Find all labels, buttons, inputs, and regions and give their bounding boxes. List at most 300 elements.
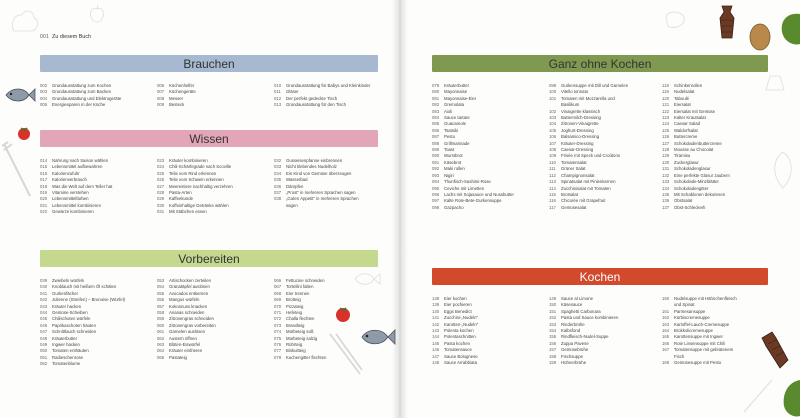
toc-entry-page: 128: [662, 147, 670, 153]
toc-entry-title: Mousse au Chocolat: [674, 147, 714, 153]
toc-entry-page: 089: [432, 147, 440, 153]
toc-entry-title: Hühnerbrühe: [561, 360, 587, 366]
toc-entry-page: 083: [432, 108, 440, 114]
toc-entry-page: 054: [157, 284, 165, 290]
toc-entry-title: Vitamine verstehen: [52, 190, 89, 196]
toc-entry-title: Nudelsuppe mit Hähnchenfleisch: [674, 296, 737, 301]
toc-entry-title: Karotten-„Nudeln“: [444, 321, 479, 327]
salt-shaker-sketch-icon: [760, 70, 790, 96]
toc-entry-title: Frisée mit Speck und Croûtons: [561, 153, 620, 159]
toc-entry-page: 041: [40, 290, 48, 296]
toc-entry[interactable]: [40, 102, 157, 108]
toc-entry[interactable]: [274, 102, 384, 108]
toc-entry-page: 068: [274, 290, 282, 296]
toc-column: [549, 296, 662, 366]
toc-entry-title: Meerestiere nachhaltig verzehren: [169, 183, 233, 189]
toc-entry-title: Caesar-Dressing: [561, 147, 594, 153]
toc-entry-title: Messer: [169, 95, 184, 101]
toc-entry-title: Tomatensauce: [444, 347, 472, 353]
section-banner-wissen: [40, 130, 378, 147]
toc-entry-title: Karottensuppe mit Ingwer: [674, 334, 723, 340]
toc-entry-title: Koffeinhaltige Getränke wählen: [169, 202, 229, 208]
toc-entry-page: 066: [274, 278, 282, 283]
toc-entry-title: Kräuter einfrieren: [169, 348, 203, 354]
toc-entry-title: Eier kochen: [444, 296, 467, 301]
toc-entry-page: 101: [549, 95, 557, 101]
toc-entry-title: Garnelen auslösen: [169, 329, 206, 335]
pepper-sketch-icon: [660, 6, 690, 32]
toc-column: [662, 83, 772, 211]
toc-entry-title: Fischsuppe: [561, 353, 583, 359]
toc-entry-page: 011: [274, 89, 281, 95]
toc-entry-title: Spinatsalat mit Pinienkernen: [561, 179, 616, 185]
toc-entry-title: Kräuterbutter: [444, 83, 470, 88]
potato-icon: [746, 22, 774, 52]
toc-entry-title: Schokolade-Minzblätter: [674, 179, 719, 185]
toc-entry-title: Parmesansuppe: [674, 308, 706, 314]
toc-entry-page: 109: [549, 153, 557, 159]
toc-entry-page: 043: [40, 303, 48, 309]
toc-entry-title: Sauce al Limone: [561, 296, 594, 301]
toc-entry[interactable]: [274, 203, 384, 209]
toc-entry-title: Chili-Schärfegrade nach Scoville: [169, 164, 232, 170]
toc-entry-page: 081: [432, 95, 440, 101]
toc-entry-page: 055: [157, 290, 165, 296]
toc-entry[interactable]: [157, 355, 274, 361]
toc-entry-page: 052: [40, 361, 48, 367]
toc-entry-title: Lebensmittel aufbewahren: [52, 164, 103, 170]
toc-entry-page: 029: [157, 196, 165, 202]
toc-entry-title: Gazpacho: [444, 204, 464, 210]
toc-entry-page: 097: [432, 198, 440, 204]
toc-entry-page: 024: [157, 164, 165, 170]
toc-entry-title: Schokoladenbuttercreme: [674, 140, 722, 146]
toc-entry-title: Mürbeteig salzig: [286, 335, 318, 341]
toc-entry-title: Mayonnaise: [444, 89, 468, 95]
toc-entry-title: Gremolata: [444, 102, 465, 108]
toc-entry-title: Gemüsesalat: [561, 204, 587, 210]
toc-entry-page: 045: [40, 316, 48, 322]
toc-entry-page: 121: [662, 102, 670, 108]
toc-entry-title: Kaffeekunde: [169, 196, 194, 202]
toc-entry-title: Kuchengitter flechten: [286, 354, 327, 360]
toc-entry[interactable]: [662, 360, 772, 366]
toc-entry-page: 044: [40, 310, 48, 316]
toc-entry-title: Balsamico-Dressing: [561, 134, 600, 140]
toc-entry-title: Avocados entkernen: [169, 290, 209, 296]
toc-entry-title: Ceviche mit Limetten: [444, 185, 485, 191]
toc-entry-title: Nudelsalat: [674, 89, 695, 95]
toc-entry-title: Zucchini-„Nudeln“: [444, 315, 478, 321]
toc-entry-page: 008: [157, 95, 165, 101]
toc-entry-title: Buttermilch-Dressing: [561, 115, 601, 121]
toc-entry[interactable]: [157, 102, 274, 108]
toc-entry-title: Rinderbrühe: [561, 321, 585, 327]
toc-entry-page: 125: [662, 127, 670, 133]
toc-entry-title: Kalorienzufuhr: [52, 170, 80, 176]
toc-entry-page: 077: [274, 348, 282, 354]
toc-entry-title: Guacamole: [444, 121, 466, 127]
toc-entry-title: Artischocken zerteilen: [169, 278, 212, 283]
toc-entry-page: 047: [40, 329, 48, 335]
toc-entry-title: Tsatsiki: [444, 127, 459, 133]
toc-entry-title: Paprikaschoten häuten: [52, 322, 96, 328]
toc-entry[interactable]: [40, 361, 157, 367]
toc-entry-title: Grundausstattung für den Tisch: [286, 102, 346, 108]
toc-entry-title: Pizzateig: [286, 303, 304, 309]
pepper-mill-icon: [712, 4, 742, 42]
toc-entry-title: Tomaten enthäuten: [52, 348, 89, 354]
toc-entry-title: Teile vom Schwein erkennen: [169, 177, 224, 183]
toc-column: [157, 278, 274, 368]
toc-entry[interactable]: [549, 360, 662, 366]
toc-entry-title: Grundausstattung zum Backen: [52, 89, 111, 95]
toc-entry-page: 076: [274, 342, 282, 348]
tree-sketch-icon: [8, 6, 42, 36]
toc-entry-page: 093: [432, 172, 440, 178]
section-entries-ohne-kochen: [432, 83, 772, 211]
toc-entry-title: Kräuter hacken: [52, 303, 82, 309]
page-header: [40, 34, 91, 40]
toc-entry-page: 164: [662, 328, 670, 334]
section-banner-vorbereiten: [40, 250, 378, 267]
toc-entry-title: Hefeteig: [286, 310, 303, 316]
toc-entry-page: 094: [432, 179, 440, 185]
toc-entry-title: Sauce Arrabbiata: [444, 360, 477, 366]
toc-entry-page: 145: [432, 340, 440, 346]
toc-entry-page: 070: [274, 303, 282, 309]
toc-column: [662, 296, 772, 366]
toc-entry-page: 067: [274, 284, 282, 290]
toc-entry-page: 095: [432, 185, 440, 191]
toc-entry-page: 032: [274, 158, 282, 163]
toc-entry[interactable]: [432, 360, 549, 366]
toc-entry-title: Challa flechten: [286, 316, 315, 322]
toc-entry-page: 154: [549, 328, 557, 334]
toc-entry-page: 112: [549, 172, 556, 178]
toc-entry-page: 144: [432, 334, 440, 340]
green-pepper-icon-2: [780, 376, 800, 418]
toc-entry-page: 002: [40, 83, 48, 88]
toc-entry-page: 069: [274, 297, 282, 303]
toc-entry-title: Mürbeteig süß: [286, 329, 314, 335]
toc-entry-page: 042: [40, 297, 48, 303]
toc-entry-page: 156: [549, 340, 557, 346]
toc-entry-page: 031: [157, 209, 165, 215]
toc-entry-page: 104: [549, 121, 557, 127]
toc-column: [274, 83, 384, 109]
toc-entry-title: Mit Stäbchen essen: [169, 209, 207, 215]
toc-entry-page: 152: [549, 315, 557, 321]
toc-entry-page: 163: [662, 321, 670, 327]
toc-entry-page: 124: [662, 121, 670, 127]
toc-entry-title: Schokoladenglasur: [674, 166, 711, 172]
toc-column: [157, 158, 274, 216]
toc-entry-page: 140: [432, 308, 440, 314]
toc-entry-title: Käsebrot: [444, 159, 462, 165]
toc-entry-page: 092: [432, 166, 440, 172]
toc-entry-page: 063: [157, 342, 165, 348]
toc-entry-page: 010: [274, 83, 282, 88]
section-title-ohne-kochen: Ganz ohne Kochen: [548, 56, 652, 71]
toc-entry-page: 117: [549, 204, 556, 210]
toc-entry-page: 167: [662, 347, 670, 353]
toc-entry-title: Fisch: [674, 353, 685, 359]
toc-entry-page: 129: [662, 153, 670, 159]
toc-entry-title: Mit Schablonen dekorieren: [674, 191, 726, 197]
toc-entry-title: Kalbsfond: [561, 328, 581, 334]
toc-entry-page: 096: [432, 191, 440, 197]
toc-entry-title: Tomatensuppe mit gebratenem: [674, 347, 734, 353]
toc-entry-title: Was die Welt auf dem Teller hat: [52, 183, 113, 189]
toc-entry-title: Zwiebeln würfeln: [52, 278, 85, 283]
toc-entry-title: sagen: [286, 202, 298, 208]
section-entries-brauchen: [40, 83, 384, 109]
section-title-vorbereiten: Vorbereiten: [178, 251, 240, 266]
tomato-icon: [16, 125, 32, 141]
toc-entry-title: Wurstbrot: [444, 153, 463, 159]
toc-entry-page: 018: [40, 183, 48, 189]
toc-entry-title: Joghurt-Dressing: [561, 127, 594, 133]
fork-sketch-icon: [0, 140, 36, 200]
toc-entry[interactable]: [40, 209, 157, 215]
section-title-kochen: Kochen: [579, 269, 621, 284]
toc-entry-page: 162: [662, 315, 670, 321]
toc-entry-page: 107: [549, 140, 557, 146]
toc-entry-title: Toast: [444, 147, 455, 153]
toc-entry-page: 022: [40, 209, 48, 215]
toc-entry-page: 080: [432, 89, 440, 95]
toc-entry-page: 051: [40, 354, 48, 360]
toc-entry-title: Schnittlauch schneiden: [52, 329, 97, 335]
section-banner-brauchen: [40, 55, 378, 72]
toc-entry-page: 160: [662, 296, 670, 301]
toc-entry-page: 049: [40, 342, 48, 348]
toc-entry-page: 015: [40, 164, 48, 170]
toc-entry-page: 053: [157, 278, 165, 283]
toc-entry-page: 078: [274, 354, 282, 360]
toc-entry-page: 050: [40, 348, 48, 354]
toc-entry-page: 114: [549, 185, 556, 191]
toc-entry-title: Radieschenrose: [52, 354, 84, 360]
toc-entry-page: 079: [432, 83, 440, 88]
page-header-title: Zu diesem Buch: [52, 34, 92, 40]
toc-entry-title: Brokkolicremesuppe: [674, 328, 713, 334]
toc-entry-title: Kokosnuss knacken: [169, 303, 208, 309]
toc-entry-title: Blüten-Eiswürfel: [169, 342, 201, 348]
toc-entry-page: 064: [157, 348, 165, 354]
toc-entry-page: 061: [157, 329, 165, 335]
toc-entry-title: Teile vom Rind erkennen: [169, 170, 217, 176]
toc-entry-page: 102: [549, 108, 557, 114]
toc-entry-page: 108: [549, 147, 557, 153]
toc-entry-page: 087: [432, 134, 440, 140]
toc-entry-title: Grundausstattung für Babys und Kleinkinder: [286, 83, 371, 88]
section-banner-kochen: [432, 268, 768, 285]
toc-entry-title: Chilischoten würfeln: [52, 316, 91, 322]
toc-entry-page: 012: [274, 95, 282, 101]
pepper-mill-icon-2: [758, 330, 792, 372]
toc-entry-page: 088: [432, 140, 440, 146]
toc-entry-page: 075: [274, 335, 282, 341]
toc-entry-title: Kalte Rote-Bete-Gurkensuppe: [444, 198, 502, 204]
toc-entry-title: Basilikum: [561, 102, 580, 108]
toc-entry-page: 136: [662, 198, 670, 204]
toc-entry-page: 111: [549, 166, 556, 172]
toc-entry-page: 065: [157, 354, 165, 360]
toc-entry-title: Kürbiscremesuppe: [674, 315, 710, 321]
toc-entry-page: 110: [549, 159, 556, 165]
book-gutter: [392, 0, 408, 418]
toc-column: [157, 83, 274, 109]
toc-entry-title: Besteck: [169, 102, 185, 108]
toc-entry-page: 056: [157, 297, 165, 303]
toc-entry-page: 130: [662, 159, 670, 165]
toc-entry-page: [274, 203, 286, 209]
toc-entry-title: Ananas schneiden: [169, 310, 205, 316]
toc-entry-title: Gurkenfächer: [52, 290, 79, 296]
toc-entry-title: Eier pochieren: [444, 302, 472, 308]
toc-entry-page: 120: [662, 95, 670, 101]
toc-entry-page: 116: [549, 198, 556, 204]
toc-entry-title: Lebensmittel kombinieren: [52, 202, 101, 208]
toc-entry-title: Thunfisch-Sashimi-Rose: [444, 179, 491, 185]
toc-entry-title: Eier trennen: [286, 290, 310, 296]
toc-entry-page: 072: [274, 316, 282, 322]
toc-entry-page: 149: [549, 296, 557, 301]
toc-entry-page: 161: [662, 308, 670, 314]
toc-entry-title: Eggs Benedict: [444, 308, 472, 314]
toc-column: [274, 158, 384, 216]
toc-entry-page: 085: [432, 121, 440, 127]
toc-entry-page: 127: [662, 140, 670, 146]
toc-entry-title: Gemüse-Scheiben: [52, 310, 88, 316]
toc-entry-title: Chicorée mit Grapefruit: [561, 198, 606, 204]
toc-entry-page: 165: [662, 334, 670, 340]
toc-entry-page: 028: [157, 190, 165, 196]
toc-entry-title: Energiesparen in der Küche: [52, 102, 106, 108]
toc-entry-title: Nigiri: [444, 172, 454, 178]
toc-entry-page: 034: [274, 170, 282, 176]
toc-entry-title: Küchenhelfer: [169, 83, 195, 88]
toc-entry-title: Lachs mit Sojasauce und Nussbutter: [444, 191, 514, 197]
toc-entry-title: Taboulé: [674, 95, 690, 101]
toc-entry-title: Ein Kind von Gemüse überzeugen: [286, 170, 352, 176]
toc-entry-title: Gewürze kombinieren: [52, 209, 94, 215]
toc-entry-title: Tortellini falten: [286, 284, 314, 290]
toc-entry-page: 158: [549, 353, 557, 359]
toc-entry-page: 025: [157, 170, 165, 176]
toc-entry-page: 123: [662, 115, 670, 121]
toc-entry-page: 023: [157, 158, 165, 163]
toc-entry-title: Dämpfen: [286, 183, 304, 189]
toc-entry-page: 060: [157, 322, 165, 328]
toc-entry-page: 103: [549, 115, 557, 121]
toc-entry-page: 118: [662, 83, 669, 88]
toc-entry-title: Mayonnaise-Eier: [444, 95, 477, 101]
toc-entry-page: 017: [40, 177, 48, 183]
toc-column: [432, 296, 549, 366]
toc-entry-title: Nicht klebendes Nudelholz: [286, 164, 337, 170]
toc-entry-title: Eiersalat: [674, 102, 691, 108]
section-banner-ohne-kochen: [432, 55, 768, 72]
toc-entry-page: 082: [432, 102, 440, 108]
toc-column: [40, 278, 157, 368]
toc-entry-title: Schokoladengitter: [674, 185, 709, 191]
toc-entry-title: Grundausstattung und Elektrogeräte: [52, 95, 122, 101]
toc-column: [549, 83, 662, 211]
toc-entry-title: und Spinat: [674, 302, 695, 308]
toc-entry[interactable]: [549, 205, 662, 211]
section-entries-wissen: [40, 158, 384, 216]
whisk-sketch-icon: [768, 150, 798, 190]
toc-entry-title: Obst-Schleckerli: [674, 204, 706, 210]
toc-entry-page: 147: [432, 353, 440, 359]
toc-entry-page: 038: [274, 196, 282, 202]
toc-entry-page: 084: [432, 115, 440, 121]
toc-entry-page: 142: [432, 321, 440, 327]
toc-column: [40, 158, 157, 216]
toc-entry-title: Pasta kochen: [444, 340, 471, 346]
toc-entry[interactable]: [157, 209, 274, 215]
toc-entry-title: Zitronen-Vinaigrette: [561, 121, 599, 127]
toc-entry-page: 133: [662, 179, 670, 185]
toc-entry-page: 013: [274, 102, 282, 108]
toc-entry-title: Grillmarinade: [444, 140, 470, 146]
toc-entry-page: 119: [662, 89, 669, 95]
toc-entry-title: Brotteig: [286, 297, 301, 303]
toc-entry-page: 106: [549, 134, 557, 140]
toc-entry-title: Vinaigrette klassisch: [561, 108, 601, 114]
toc-entry-page: 004: [40, 95, 48, 101]
toc-entry-page: 016: [40, 170, 48, 176]
toc-entry-title: Zitronengras schneiden: [169, 316, 214, 322]
toc-entry-page: 057: [157, 303, 165, 309]
toc-entry-page: 090: [432, 153, 440, 159]
toc-entry-title: Eine perfekte Glasur zaubern: [674, 172, 730, 178]
toc-entry-page: 153: [549, 321, 557, 327]
toc-entry-title: „Prost“ in mehreren Sprachen sagen: [286, 190, 356, 196]
toc-entry-page: 046: [40, 322, 48, 328]
toc-entry[interactable]: [432, 205, 549, 211]
toc-entry[interactable]: [662, 205, 772, 211]
toc-entry-title: Rote Linsensuppe mit Chili: [674, 340, 726, 346]
toc-entry-page: 036: [274, 183, 282, 189]
toc-entry-title: Brotsalat: [561, 191, 578, 197]
toc-entry-title: Der perfekt gedeckte Tisch: [286, 95, 338, 101]
toc-entry-page: 019: [40, 190, 48, 196]
toc-entry-page: 009: [157, 102, 165, 108]
toc-entry-page: 037: [274, 190, 282, 196]
utensil-sketch-icon: [740, 376, 776, 416]
toc-entry-title: Maki rollen: [444, 166, 465, 172]
toc-entry-page: 138: [432, 296, 440, 301]
toc-entry-page: 014: [40, 158, 48, 163]
toc-entry-title: Gläser: [286, 89, 299, 95]
toc-entry-title: Waldorfsalat: [674, 127, 698, 133]
toc-entry-page: 115: [549, 191, 556, 197]
toc-entry-page: 058: [157, 310, 165, 316]
toc-entry-title: Tiramisu: [674, 153, 691, 159]
toc-entry-title: Champignonsalat: [561, 172, 595, 178]
toc-entry-page: 059: [157, 316, 165, 322]
toc-entry-title: Zuckerglasur: [674, 159, 699, 165]
section-entries-kochen: [432, 296, 772, 366]
toc-entry-page: 148: [432, 360, 440, 366]
toc-entry-title: Eiersalat mit Gemüse: [674, 108, 716, 114]
toc-entry-title: Polentaschnitten: [444, 334, 476, 340]
toc-entry-title: Kräuter-Dressing: [561, 140, 594, 146]
